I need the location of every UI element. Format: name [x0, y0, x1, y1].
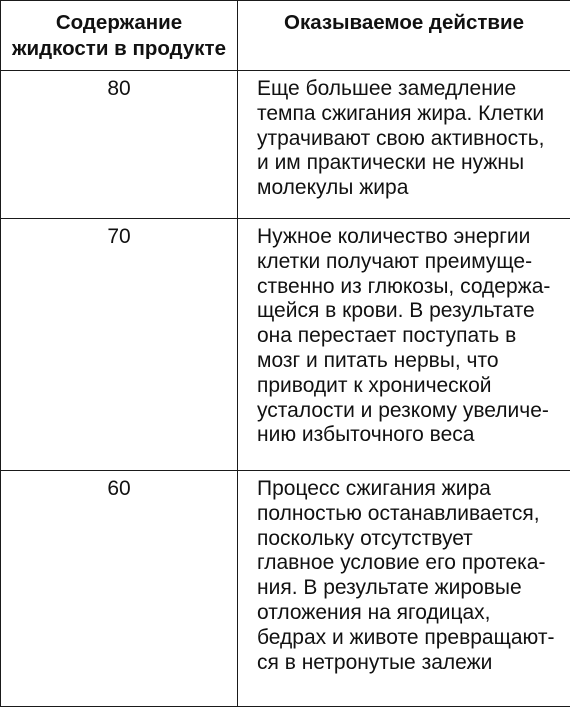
header-fluid-content: Содержание жидкости в продукте [1, 1, 238, 71]
table-row [1, 71, 570, 219]
effect-cell: Нужное количество энергии клетки получают преимуще- ственно из глюкозы, содержа- щейся в крови. В результате она перестает поступать в мозг и питать нервы, что приводит к хронической усталости и резкому увеличе- нию избыточного веса [238, 219, 570, 471]
fluid-value-cell: 70 [1, 219, 238, 471]
table-body [1, 71, 570, 707]
header-row [1, 1, 570, 71]
effect-cell: Процесс сжигания жира полностью останавливается, поскольку отсутствует главное условие его протека- ния. В результате жировые отложения на ягодицах, бедрах и животе превращают- ся в нетронутые залежи [238, 471, 570, 707]
table-row [1, 219, 570, 471]
table-header [1, 1, 570, 71]
table-row [1, 471, 570, 707]
fluid-value-cell: 80 [1, 71, 238, 219]
effect-cell: Еще большее замедление темпа сжигания жира. Клетки утрачивают свою активность, и им практически не нужны молекулы жира [238, 71, 570, 219]
fluid-value-cell: 60 [1, 471, 238, 707]
header-effect: Оказываемое действие [238, 1, 570, 71]
